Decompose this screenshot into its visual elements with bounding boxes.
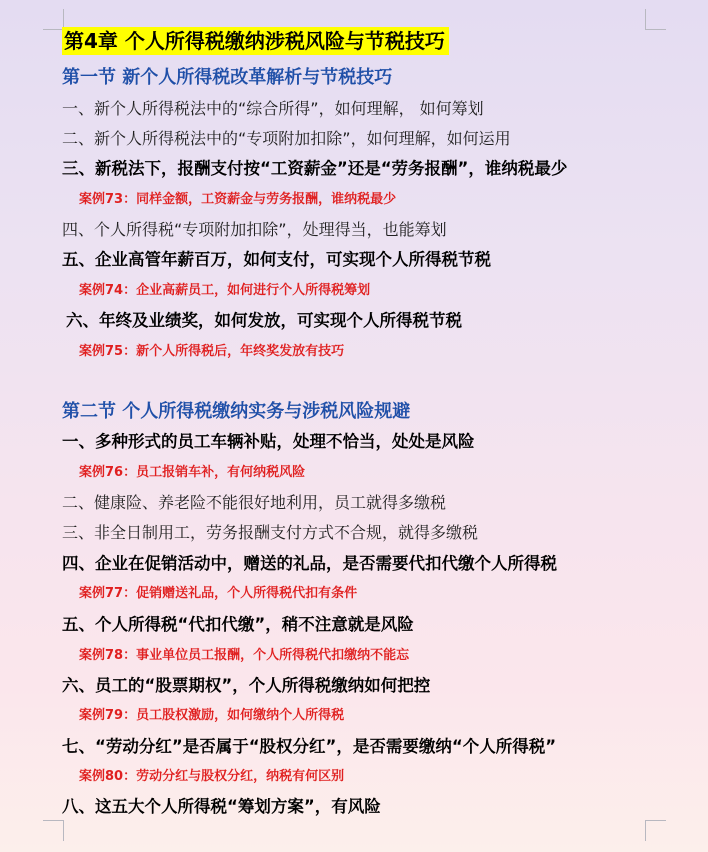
- section-1-item-5: 五、企业高管年薪百万，如何支付，可实现个人所得税节税: [62, 250, 491, 269]
- case-80: 案例80：劳动分红与股权分红，纳税有何区别: [79, 769, 345, 784]
- section-2-item-2: 二、健康险、养老险不能很好地利用，员工就得多缴税: [62, 493, 447, 512]
- section-1-item-2: 二、新个人所得税法中的“专项附加扣除”，如何理解，如何运用: [62, 129, 511, 148]
- section-2-item-4: 四、企业在促销活动中，赠送的礼品，是否需要代扣代缴个人所得税: [62, 554, 557, 573]
- crop-mark-top-left: [43, 9, 64, 30]
- section-1-item-1: 一、新个人所得税法中的“综合所得”，如何理解， 如何筹划: [62, 99, 484, 118]
- section-2-item-5: 五、个人所得税“代扣代缴”，稍不注意就是风险: [62, 615, 414, 634]
- section-2-item-3: 三、非全日制用工，劳务报酬支付方式不合规，就得多缴税: [62, 523, 479, 542]
- crop-mark-top-right: [645, 9, 666, 30]
- section-2-item-1: 一、多种形式的员工车辆补贴，处理不恰当，处处是风险: [62, 432, 475, 451]
- case-74: 案例74：企业高薪员工，如何进行个人所得税筹划: [79, 283, 371, 298]
- section-1-title: 第一节 新个人所得税改革解析与节税技巧: [62, 67, 393, 88]
- case-77: 案例77：促销赠送礼品，个人所得税代扣有条件: [79, 586, 358, 601]
- crop-mark-bottom-left: [43, 820, 64, 841]
- section-1-item-4: 四、个人所得税“专项附加扣除”，处理得当，也能筹划: [62, 220, 447, 239]
- section-1-item-6: 六、年终及业绩奖，如何发放，可实现个人所得税节税: [66, 311, 462, 330]
- crop-mark-bottom-right: [645, 820, 666, 841]
- section-2-item-7: 七、“劳动分红”是否属于“股权分红”，是否需要缴纳“个人所得税”: [62, 737, 557, 756]
- case-75: 案例75：新个人所得税后，年终奖发放有技巧: [79, 344, 345, 359]
- chapter-title: 第4章 个人所得税缴纳涉税风险与节税技巧: [62, 27, 449, 55]
- case-73: 案例73：同样金额，工资薪金与劳务报酬，谁纳税最少: [79, 192, 397, 207]
- section-2-item-6: 六、员工的“股票期权”，个人所得税缴纳如何把控: [62, 676, 431, 695]
- case-79: 案例79：员工股权激励，如何缴纳个人所得税: [79, 708, 345, 723]
- section-1-item-3: 三、新税法下，报酬支付按“工资薪金”还是“劳务报酬”，谁纳税最少: [62, 159, 568, 178]
- section-2-title: 第二节 个人所得税缴纳实务与涉税风险规避: [62, 401, 411, 422]
- case-78: 案例78：事业单位员工报酬，个人所得税代扣缴纳不能忘: [79, 648, 410, 663]
- section-2-item-8: 八、这五大个人所得税“筹划方案”，有风险: [62, 797, 381, 816]
- case-76: 案例76：员工报销车补，有何纳税风险: [79, 465, 306, 480]
